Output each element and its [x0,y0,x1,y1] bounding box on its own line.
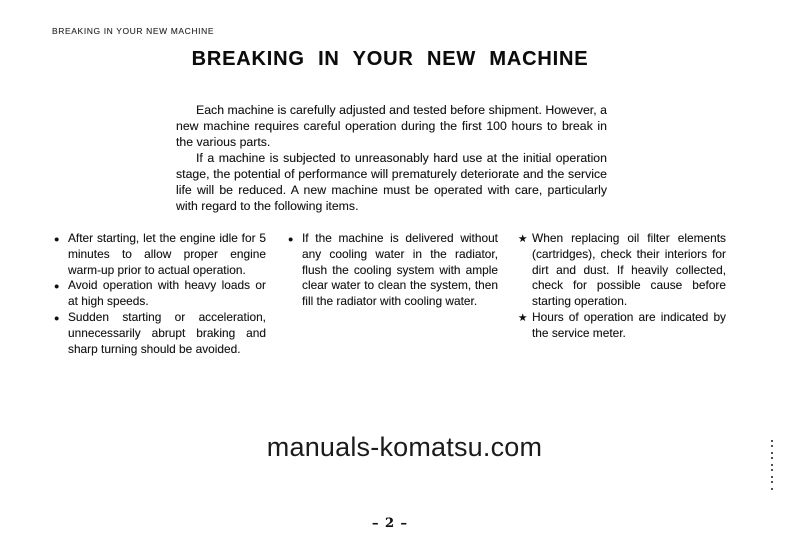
list-item [54,278,266,310]
intro-paragraph: If a machine is subjected to unreasonably hard use at the initial operation stage, the potential of performance will prematurely deteriorate and the service life will be reduced. A new machine must be operated with care, particularly with regard to the following items. [176,151,607,213]
bullet-icon: ● [54,312,60,323]
list-item [54,231,266,278]
list-item [518,231,726,310]
column-notes [518,231,726,357]
watermark: manuals-komatsu.com [266,432,543,462]
bullet-icon: ● [54,281,60,292]
star-icon: ★ [518,311,528,324]
list-item-text: Avoid operation with heavy loads or at high speeds. [68,278,266,309]
intro-paragraph: Each machine is carefully adjusted and tested before shipment. However, a new machine requires careful operation during the first 100 hours to break in the various parts. [176,103,607,149]
list-item [54,310,266,357]
list-item-text: After starting, let the engine idle for 5 minutes to allow proper engine warm-up prior to actual operation. [68,231,266,277]
list-item [518,310,726,342]
list-item-text: If the machine is delivered without any cooling water in the radiator, flush the cooling system with ample clear water to clean the system, then fill the radiator with cooling water. [302,231,498,309]
list-item-text: When replacing oil filter elements (cartridges), check their interiors for dirt and dust. If heavily collected, check for possible cause before starting operation. [532,231,726,309]
running-header: BREAKING IN YOUR NEW MACHINE [52,26,215,36]
column-operation-tips [54,231,266,357]
bullet-icon: ● [288,234,294,244]
bullet-icon: ● [54,234,60,244]
bullet-columns [54,231,754,357]
star-icon: ★ [518,233,528,245]
column-cooling-water [288,231,498,357]
page-number: – 2 – [371,516,409,531]
scan-artifact-dots [771,440,773,492]
list-item-text: Sudden starting or acceleration, unnecessarily abrupt braking and sharp turning should be avoided. [68,309,266,356]
list-item-text: Hours of operation are indicated by the service meter. [532,309,726,340]
page-title: BREAKING IN YOUR NEW MACHINE [191,48,589,70]
intro-section [176,102,607,214]
list-item [288,231,498,310]
